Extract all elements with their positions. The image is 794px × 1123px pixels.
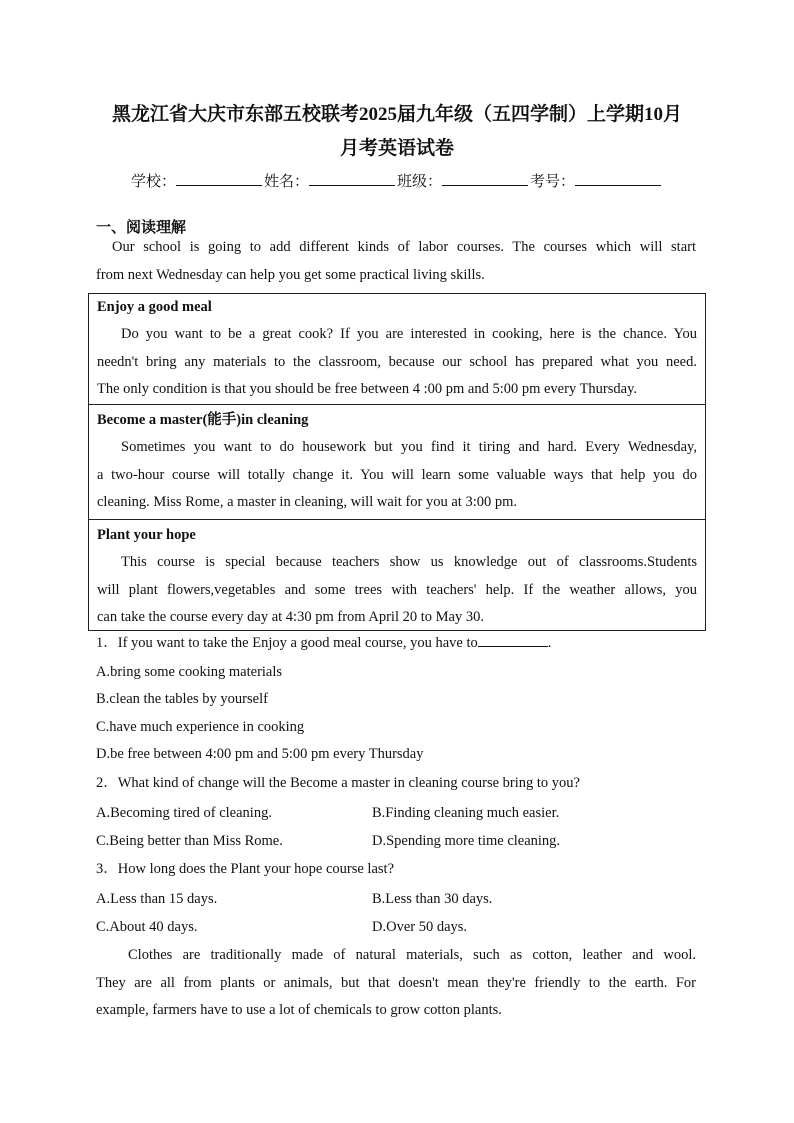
option-3d[interactable]: D.Over 50 days. [372, 919, 468, 935]
section-heading: 一、阅读理解 [96, 220, 187, 236]
option-2c[interactable]: C.Being better than Miss Rome. [96, 833, 283, 849]
intro-line: from next Wednesday can help you get some practical living skills. [96, 266, 485, 283]
course-description [97, 549, 697, 632]
option-1a[interactable]: A.bring some cooking materials [96, 664, 283, 680]
class-label: 班级： [397, 174, 443, 190]
course-line: can take the course every day at 4:30 pm from April 20 to May 30. [97, 609, 484, 625]
option-3a[interactable]: A.Less than 15 days. [96, 891, 218, 907]
option-1d[interactable]: D.be free between 4:00 pm and 5:00 pm every Thursday [96, 746, 424, 762]
course-line: Do you want to be a great cook? If you are interested in cooking, here is the chance. You [121, 326, 697, 342]
question-stem: 3．How long does the Plant your hope course last? [96, 861, 395, 877]
number-label: 考号： [530, 174, 576, 190]
question-stem: 2．What kind of change will the Become a master in cleaning course bring to you? [96, 775, 580, 791]
course-line: The only condition is that you should be free between 4 :00 pm and 5:00 pm every Thursday. [97, 381, 638, 397]
exam-title-line2: 月考英语试卷 [339, 138, 454, 159]
question-2 [96, 773, 580, 793]
number-blank[interactable] [575, 171, 661, 186]
exam-title-line1: 黑龙江省大庆市东部五校联考2025届九年级（五四学制）上学期10月 [111, 104, 682, 125]
option-1b[interactable]: B.clean the tables by yourself [96, 691, 268, 707]
option-3b[interactable]: B.Less than 30 days. [372, 891, 493, 907]
course-line: This course is special because teachers show us knowledge out of classrooms.Students [121, 554, 697, 570]
name-label: 姓名： [263, 174, 309, 190]
course-cell [89, 294, 705, 405]
option-2d[interactable]: D.Spending more time cleaning. [372, 833, 561, 849]
intro-paragraph [96, 234, 696, 289]
name-blank[interactable] [309, 171, 395, 186]
course-line: Sometimes you want to do housework but you find it tiring and hard. Every Wednesday, [121, 439, 697, 455]
option-3c[interactable]: C.About 40 days. [96, 919, 198, 935]
course-line: will plant flowers,vegetables and some trees with teachers' help. If the weather allows, you [97, 581, 697, 598]
school-label: 学校： [130, 174, 176, 190]
intro-line: Our school is going to add different kinds of labor courses. The courses which will start [112, 239, 696, 255]
course-description [97, 321, 697, 404]
course-title: Plant your hope [97, 527, 196, 543]
student-info-row [0, 170, 794, 191]
course-line: cleaning. Miss Rome, a master in cleaning, will wait for you at 3:00 pm. [97, 494, 518, 510]
question-stem: 1．If you want to take the Enjoy a good meal course, you have to [96, 635, 478, 651]
course-description [97, 434, 697, 517]
passage-2 [96, 942, 696, 1025]
course-line: needn't bring any materials to the classroom, because our school has prepared what you need. [97, 353, 697, 370]
passage-line: example, farmers have to use a lot of chemicals to grow cotton plants. [96, 1002, 502, 1018]
course-cell [89, 520, 705, 630]
answer-blank[interactable] [478, 632, 548, 647]
option-1c[interactable]: C.have much experience in cooking [96, 719, 305, 735]
course-title: Enjoy a good meal [97, 299, 212, 315]
course-cell [89, 405, 705, 520]
class-blank[interactable] [442, 171, 528, 186]
question-1 [96, 632, 551, 653]
course-line: a two-hour course will totally change it. You will learn some valuable ways that help you do [97, 466, 697, 483]
course-title: Become a master(能手)in cleaning [97, 412, 309, 428]
school-blank[interactable] [176, 171, 262, 186]
passage-line: Clothes are traditionally made of natural materials, such as cotton, leather and wool. [128, 947, 696, 963]
option-2a[interactable]: A.Becoming tired of cleaning. [96, 805, 272, 821]
passage-line: They are all from plants or animals, but that doesn't mean they're friendly to the earth. For [96, 974, 696, 991]
option-2b[interactable]: B.Finding cleaning much easier. [372, 805, 560, 821]
question-stem-end: . [547, 635, 552, 651]
courses-table [88, 293, 706, 631]
question-3 [96, 859, 394, 879]
